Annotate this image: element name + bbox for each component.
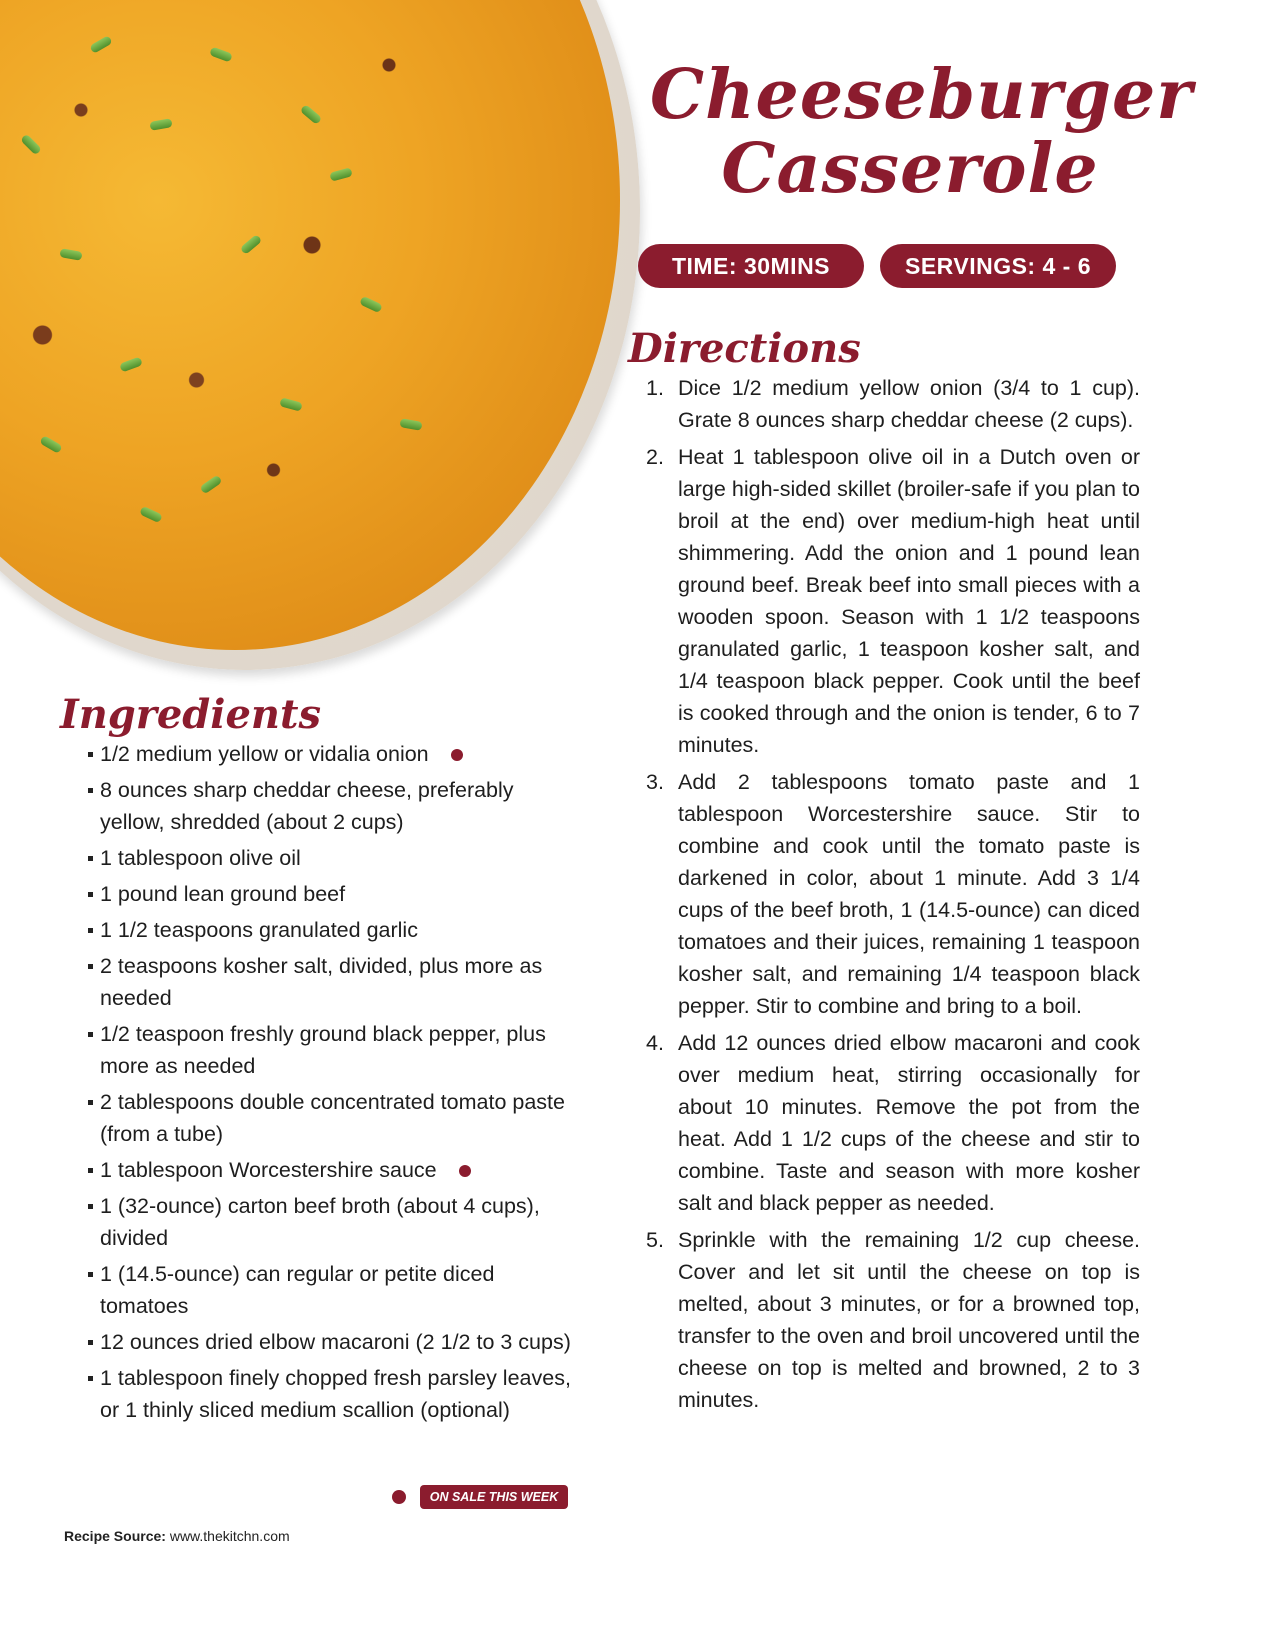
ingredient-text: 1 1/2 teaspoons granulated garlic xyxy=(100,918,418,942)
ingredient-item xyxy=(88,1258,578,1322)
sale-dot-icon xyxy=(392,1490,406,1504)
directions-list xyxy=(640,372,1140,1421)
direction-step xyxy=(640,372,1140,436)
ingredient-item xyxy=(88,774,578,838)
source-link[interactable]: www.thekitchn.com xyxy=(169,1528,290,1544)
step-number: 1. xyxy=(646,376,664,400)
ingredient-item xyxy=(88,842,578,874)
ingredient-item xyxy=(88,1018,578,1082)
ingredient-text: 1 tablespoon finely chopped fresh parsley leaves, or 1 thinly sliced medium scallion (optional) xyxy=(100,1366,571,1422)
ingredient-item xyxy=(88,1362,578,1426)
step-text: Sprinkle with the remaining 1/2 cup cheese. Cover and let sit until the cheese on top is melted, about 3 minutes, or for a browned top, transfer to the oven and broil uncovered until the cheese on top is melted and browned, 2 to 3 minutes. xyxy=(678,1228,1140,1412)
direction-step xyxy=(640,766,1140,1022)
ingredient-text: 8 ounces sharp cheddar cheese, preferably yellow, shredded (about 2 cups) xyxy=(100,778,514,834)
recipe-source xyxy=(64,1528,290,1544)
ingredient-text: 1 tablespoon olive oil xyxy=(100,846,301,870)
ingredient-text: 12 ounces dried elbow macaroni (2 1/2 to 3 cups) xyxy=(100,1330,571,1354)
directions-heading: Directions xyxy=(628,325,861,372)
step-text: Add 12 ounces dried elbow macaroni and cook over medium heat, stirring occasionally for about 10 minutes. Remove the pot from the heat. Add 1 1/2 cups of the cheese and stir to combine. Taste and season with more kosher salt and black pepper as needed. xyxy=(678,1031,1140,1215)
ingredient-item xyxy=(88,1086,578,1150)
ingredient-item xyxy=(88,914,578,946)
ingredients-list xyxy=(88,738,578,1430)
direction-step xyxy=(640,1027,1140,1219)
direction-step xyxy=(640,441,1140,761)
step-number: 5. xyxy=(646,1228,664,1252)
recipe-title: Cheeseburger Casserole xyxy=(650,55,1194,209)
source-label: Recipe Source: xyxy=(64,1528,166,1544)
casserole-photo-food xyxy=(0,0,620,650)
time-badge: TIME: 30MINS xyxy=(638,244,864,288)
ingredient-item xyxy=(88,738,578,770)
ingredient-item xyxy=(88,878,578,910)
ingredient-item xyxy=(88,1154,578,1186)
ingredient-text: 1/2 teaspoon freshly ground black pepper, plus more as needed xyxy=(100,1022,546,1078)
sale-dot-icon xyxy=(451,749,463,761)
ingredient-text: 1 pound lean ground beef xyxy=(100,882,346,906)
ingredient-item xyxy=(88,950,578,1014)
step-number: 3. xyxy=(646,770,664,794)
ingredient-text: 1 (14.5-ounce) can regular or petite diced tomatoes xyxy=(100,1262,495,1318)
ingredient-text: 2 teaspoons kosher salt, divided, plus more as needed xyxy=(100,954,543,1010)
step-number: 2. xyxy=(646,445,664,469)
ingredient-text: 2 tablespoons double concentrated tomato paste (from a tube) xyxy=(100,1090,565,1146)
step-text: Heat 1 tablespoon olive oil in a Dutch oven or large high-sided skillet (broiler-safe if you plan to broil at the end) over medium-high heat until shimmering. Add the onion and 1 pound lean ground beef. Break beef into small pieces with a wooden spoon. Season with 1 1/2 teaspoons granulated garlic, 1 teaspoon kosher salt, and 1/4 teaspoon black pepper. Cook until the beef is cooked through and the onion is tender, 6 to 7 minutes. xyxy=(678,445,1140,757)
step-text: Dice 1/2 medium yellow onion (3/4 to 1 cup). Grate 8 ounces sharp cheddar cheese (2 cups). xyxy=(678,376,1140,432)
step-text: Add 2 tablespoons tomato paste and 1 tablespoon Worcestershire sauce. Stir to combine and cook until the tomato paste is darkened in color, about 1 minute. Add 3 1/4 cups of the beef broth, 1 (14.5-ounce) can diced tomatoes and their juices, remaining 1 teaspoon kosher salt, and remaining 1/4 teaspoon black pepper. Stir to combine and bring to a boil. xyxy=(678,770,1140,1018)
ingredient-text: 1 (32-ounce) carton beef broth (about 4 cups), divided xyxy=(100,1194,540,1250)
step-number: 4. xyxy=(646,1031,664,1055)
ingredient-text: 1 tablespoon Worcestershire sauce xyxy=(100,1158,437,1182)
direction-step xyxy=(640,1224,1140,1416)
sale-dot-icon xyxy=(459,1165,471,1177)
servings-badge: SERVINGS: 4 - 6 xyxy=(880,244,1116,288)
ingredient-item xyxy=(88,1190,578,1254)
ingredient-item xyxy=(88,1326,578,1358)
ingredients-heading: Ingredients xyxy=(60,691,321,738)
ingredient-text: 1/2 medium yellow or vidalia onion xyxy=(100,742,429,766)
on-sale-badge: ON SALE THIS WEEK xyxy=(420,1485,568,1509)
